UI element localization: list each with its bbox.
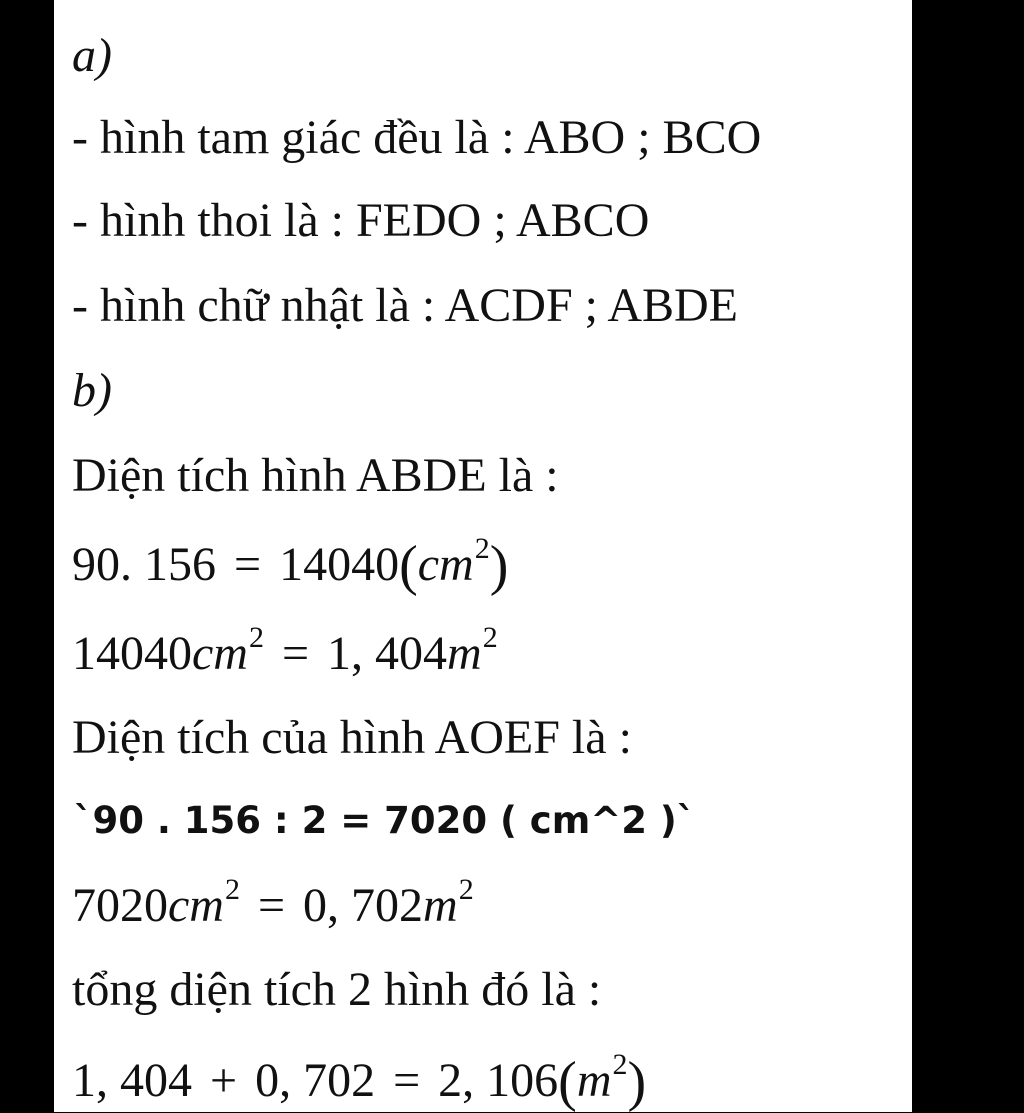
equation-total-area bbox=[72, 1048, 647, 1113]
eq4-plus: + bbox=[210, 1054, 238, 1107]
eq4-rhs: 2, 106 bbox=[438, 1054, 559, 1107]
rectangle-line: - hình chữ nhật là : ACDF ; ABDE bbox=[72, 279, 738, 332]
eq2-rhs-exponent: 2 bbox=[482, 621, 498, 654]
eq4-open-paren: ( bbox=[558, 1051, 577, 1113]
eq3-rhs-unit: m bbox=[423, 879, 458, 932]
eq1-close-paren: ) bbox=[489, 535, 509, 597]
eq1-unit: cm bbox=[417, 538, 474, 591]
rhombus-line: - hình thoi là : FEDO ; ABCO bbox=[72, 194, 650, 247]
eq3-lhs-num: 7020 bbox=[72, 879, 168, 932]
eq3-lhs-unit: cm bbox=[168, 879, 224, 932]
equation-convert-aoef bbox=[72, 873, 474, 932]
eq1-equals: = bbox=[234, 538, 262, 591]
area-abde-heading: Diện tích hình ABDE là : bbox=[72, 449, 559, 502]
part-b-label: b) bbox=[72, 364, 112, 417]
eq1-lhs: 90. 156 bbox=[72, 538, 216, 591]
equation-area-abde bbox=[72, 532, 509, 597]
eq4-term-a: 1, 404 bbox=[72, 1054, 192, 1107]
eq3-equals: = bbox=[257, 879, 286, 932]
eq1-open-paren: ( bbox=[399, 535, 418, 597]
equilateral-triangles-line: - hình tam giác đều là : ABO ; BCO bbox=[72, 111, 762, 164]
eq1-exponent: 2 bbox=[474, 532, 490, 565]
answer-page bbox=[54, 0, 912, 1112]
eq2-rhs-num: 1, 404 bbox=[327, 627, 448, 680]
equation-convert-abde bbox=[72, 621, 498, 680]
total-area-heading: tổng diện tích 2 hình đó là : bbox=[72, 963, 602, 1016]
eq3-rhs-exponent: 2 bbox=[458, 873, 474, 906]
eq4-equals: = bbox=[393, 1054, 421, 1107]
code-calculation-line: `90 . 156 : 2 = 7020 ( cm^2 )` bbox=[74, 799, 696, 842]
eq4-term-b: 0, 702 bbox=[255, 1054, 376, 1107]
eq1-rhs: 14040 bbox=[279, 538, 400, 591]
part-a-label: a) bbox=[72, 29, 112, 82]
eq2-equals: = bbox=[281, 627, 310, 680]
eq4-unit: m bbox=[576, 1054, 612, 1107]
eq4-close-paren: ) bbox=[627, 1051, 647, 1113]
eq3-lhs-exponent: 2 bbox=[224, 873, 240, 906]
eq2-lhs-exponent: 2 bbox=[248, 621, 264, 654]
eq2-lhs-num: 14040 bbox=[72, 627, 192, 680]
eq4-exponent: 2 bbox=[612, 1048, 628, 1081]
area-aoef-heading: Diện tích của hình AOEF là : bbox=[72, 711, 632, 764]
eq2-rhs-unit: m bbox=[447, 627, 482, 680]
eq3-rhs-num: 0, 702 bbox=[303, 879, 424, 932]
eq2-lhs-unit: cm bbox=[192, 627, 248, 680]
